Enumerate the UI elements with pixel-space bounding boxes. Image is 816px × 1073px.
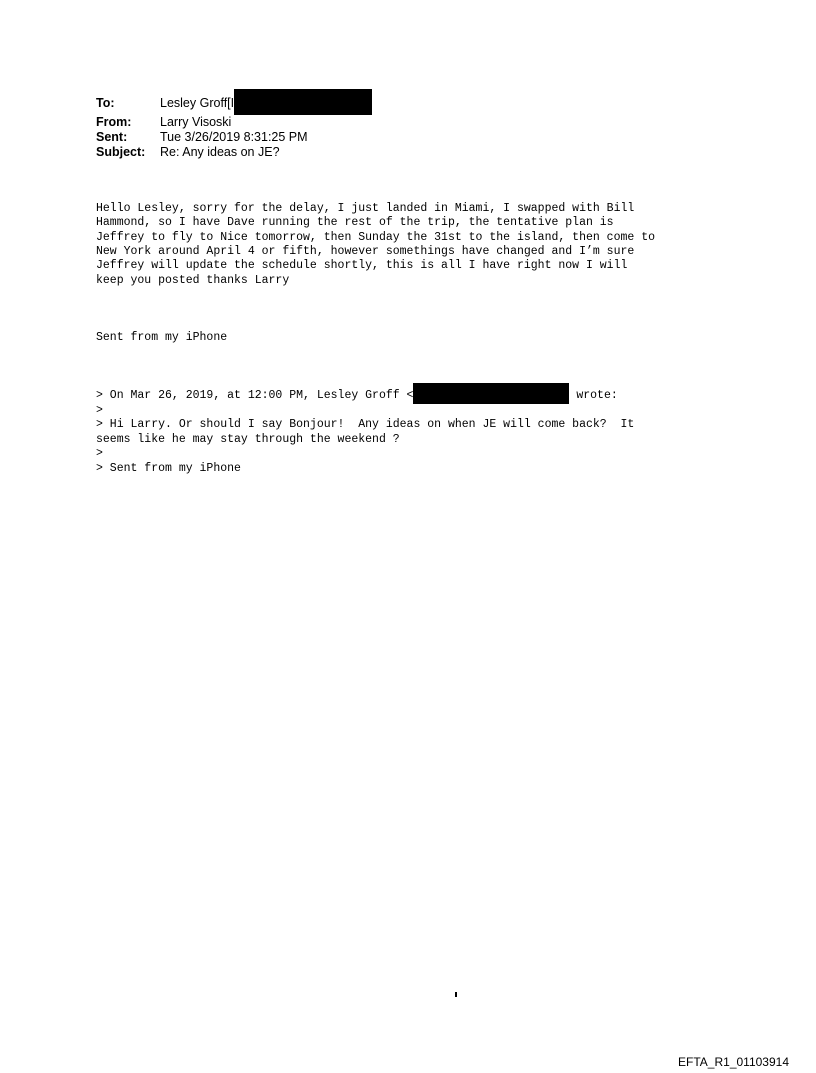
from-label: From: xyxy=(96,115,132,129)
from-row xyxy=(96,115,372,130)
quoted-line: seems like he may stay through the weekend ? xyxy=(96,432,400,446)
signature: Sent from my iPhone xyxy=(96,331,228,345)
quoted-intro-prefix: > On Mar 26, 2019, at 12:00 PM, Lesley Groff < xyxy=(96,389,414,403)
body-line: Jeffrey will update the schedule shortly, this is all I have right now I will xyxy=(96,259,628,273)
subject-label: Subject: xyxy=(96,145,146,159)
subject-value: Re: Any ideas on JE? xyxy=(160,145,280,159)
quoted-intro xyxy=(96,389,655,404)
to-value xyxy=(160,96,372,115)
body-line: Hello Lesley, sorry for the delay, I just landed in Miami, I swapped with Bill xyxy=(96,201,635,215)
quoted-line: > xyxy=(96,447,103,461)
message-paragraph xyxy=(96,202,655,288)
email-header xyxy=(96,96,372,160)
quoted-line: > Hi Larry. Or should I say Bonjour! Any ideas on when JE will come back? It xyxy=(96,418,635,432)
body-line: Hammond, so I have Dave running the rest of the trip, the tentative plan is xyxy=(96,216,614,230)
to-recipient: Lesley Groff[I xyxy=(160,96,235,110)
scan-mark xyxy=(455,992,457,997)
sent-value: Tue 3/26/2019 8:31:25 PM xyxy=(160,130,308,144)
body-line: keep you posted thanks Larry xyxy=(96,273,290,287)
quoted-line: > xyxy=(96,404,103,418)
body-line: Jeffrey to fly to Nice tomorrow, then Sunday the 31st to the island, then come to xyxy=(96,230,655,244)
quoted-intro-suffix: wrote: xyxy=(569,389,618,403)
email-body xyxy=(96,173,655,505)
quoted-line: > Sent from my iPhone xyxy=(96,461,241,475)
to-label: To: xyxy=(96,96,115,110)
subject-row xyxy=(96,145,372,160)
from-value: Larry Visoski xyxy=(160,115,232,129)
sent-label: Sent: xyxy=(96,130,128,144)
sent-row xyxy=(96,130,372,145)
document-id: EFTA_R1_01103914 xyxy=(678,1055,789,1069)
redaction-box xyxy=(234,89,372,115)
quoted-message xyxy=(96,389,655,476)
redaction-box xyxy=(413,383,569,404)
to-row xyxy=(96,96,372,115)
body-line: New York around April 4 or fifth, however somethings have changed and I’m sure xyxy=(96,245,635,259)
